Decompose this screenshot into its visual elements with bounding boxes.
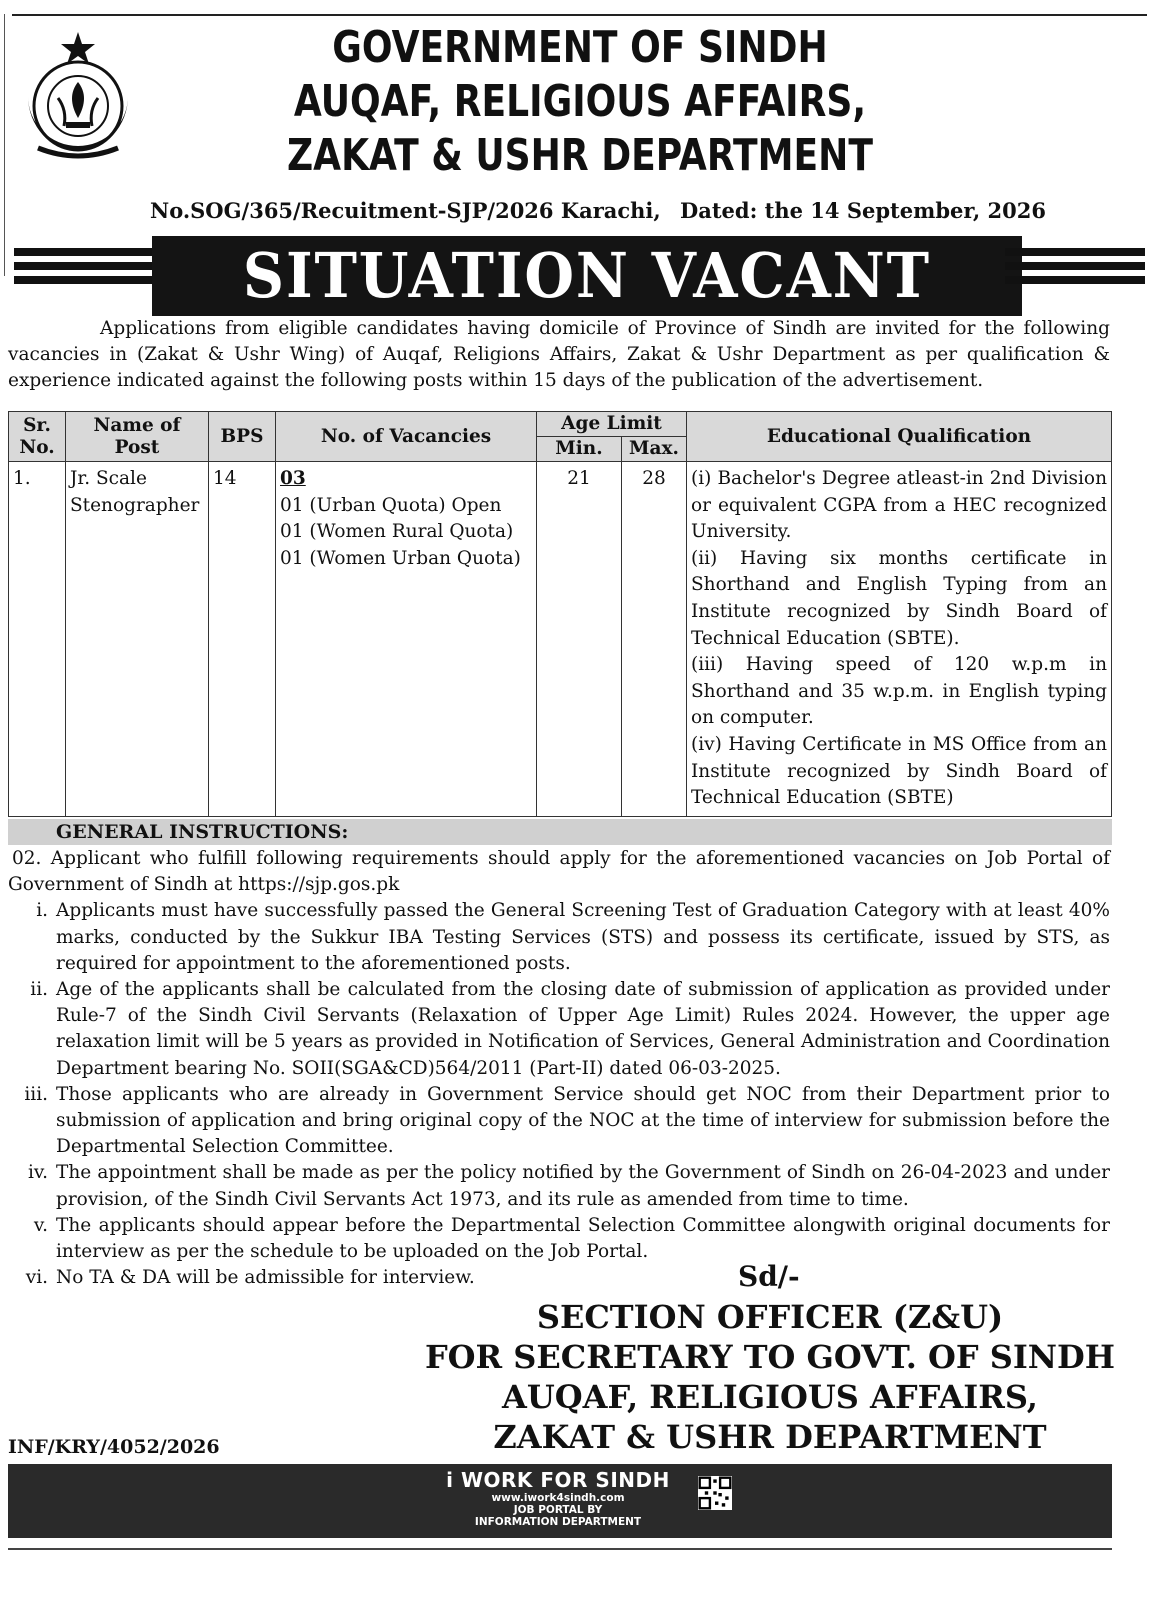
vacancy-table: [8, 411, 1112, 817]
qualification-item: (i) Bachelor's Degree atleast-in 2nd Division or equivalent CGPA from a HEC recognized University.: [691, 468, 1107, 543]
instruction-number: ii.: [30, 979, 48, 1001]
situation-vacant-banner: [152, 236, 1022, 316]
instruction-item: [8, 898, 1110, 977]
banner-decor-left: [14, 248, 154, 298]
banner-decor-right: [1005, 248, 1145, 298]
qualification-item: (iii) Having speed of 120 w.p.m in Shorthand and 35 w.p.m. in English typing on computer.: [691, 654, 1107, 729]
cell-post: Jr. Scale Stenographer: [66, 462, 209, 817]
instruction-item: [8, 977, 1110, 1082]
table-row: [9, 462, 1112, 817]
signature-sd: Sd/-: [738, 1260, 800, 1293]
instruction-text: No TA & DA will be admissible for interview.: [56, 1267, 475, 1289]
header-line-2: AUQAF, RELIGIOUS AFFAIRS,: [293, 76, 867, 127]
vacancy-line: 01 (Urban Quota) Open: [280, 494, 502, 516]
general-instructions-title: GENERAL INSTRUCTIONS:: [56, 821, 349, 843]
header-educational-qualification: Educational Qualification: [687, 412, 1112, 462]
instruction-item: [8, 1265, 776, 1291]
instruction-number: iii.: [24, 1083, 48, 1105]
footer-tagline-1: JOB PORTAL BY: [513, 1504, 603, 1516]
header-age-max: Max.: [622, 437, 687, 462]
header-no-of-vacancies: No. of Vacancies: [276, 412, 537, 462]
instruction-item: [8, 1160, 1110, 1212]
intro-paragraph: [8, 316, 1110, 394]
vacancies-total: 03: [280, 468, 306, 489]
instruction-text: The applicants should appear before the Departmental Selection Committee alongwith original documents for interview as per the schedule to be uploaded on the Job Portal.: [56, 1214, 1110, 1263]
signature-line-4: ZAKAT & USHR DEPARTMENT: [493, 1418, 1047, 1456]
top-rule: [12, 14, 1147, 16]
inf-reference: INF/KRY/4052/2026: [8, 1436, 220, 1458]
instruction-number: iv.: [27, 1162, 48, 1184]
footer-branding: [408, 1468, 708, 1528]
left-rule: [4, 14, 5, 276]
reference-date: Dated: the 14 September, 2026: [680, 198, 1046, 223]
header-age-limit: Age Limit: [537, 412, 687, 437]
reference-number: No.SOG/365/Recuitment-SJP/2026 Karachi,: [150, 198, 661, 223]
header-name-of-post: Name of Post: [66, 412, 209, 462]
signature-line-2: FOR SECRETARY TO GOVT. OF SINDH: [424, 1338, 1116, 1376]
sindh-government-seal-icon: [14, 26, 142, 166]
instruction-item: [8, 1082, 1110, 1161]
instruction-text: The appointment shall be made as per the policy notified by the Government of Sindh on 26-04-2023 and under provision, of the Sindh Civil Servants Act 1973, and its rule as amended from time to time.: [56, 1162, 1110, 1210]
intro-text: Applications from eligible candidates having domicile of Province of Sindh are invited for the following vacancies in (Zakat & Ushr Wing) of Auqaf, Religions Affairs, Zakat & Ushr Department as per qualification & experience indicated against the following posts within 15 days of the publication of the advertisement.: [8, 318, 1110, 391]
header-age-min: Min.: [537, 437, 622, 462]
cell-sr: 1.: [9, 462, 66, 817]
general-instructions-heading: [8, 819, 1112, 845]
instruction-text: Applicants must have successfully passed the General Screening Test of Graduation Category with at least 40% marks, conducted by the Sukkur IBA Testing Services (STS) and possess its certificate, issued by STS, as required for appointment to the aforementioned posts.: [56, 900, 1110, 974]
instructions-intro: 02. Applicant who fulfill following requirements should apply for the aforementioned vacancies on Job Portal of Government of Sindh at https://sjp.gos.pk: [8, 848, 1110, 896]
header-bps: BPS: [209, 412, 276, 462]
cell-bps: 14: [209, 462, 276, 817]
instruction-number: vi.: [25, 1267, 48, 1289]
vacancy-line: 01 (Women Rural Quota): [280, 521, 514, 543]
header-sr-no: Sr. No.: [9, 412, 66, 462]
footer-bar: [8, 1464, 1112, 1538]
instruction-item: [8, 1213, 1110, 1265]
cell-vacancies: [276, 462, 537, 817]
cell-age-max: 28: [622, 462, 687, 817]
instruction-text: Those applicants who are already in Government Service should get NOC from their Department prior to submission of application and bring original copy of the NOC at the time of interview for submission before the Departmental Selection Committee.: [56, 1083, 1110, 1158]
instruction-number: v.: [33, 1214, 48, 1236]
banner-area: [14, 236, 1145, 316]
bottom-rule: [8, 1548, 1112, 1550]
qr-code-icon: [698, 1476, 732, 1510]
instruction-text: Age of the applicants shall be calculated from the closing date of submission of application as provided under Rule-7 of the Sindh Civil Servants (Relaxation of Upper Age Limit) Rules 2024. However, the upper age relaxation limit will be 5 years as provided in Notification of Services, General Administration and Coordination Department bearing No. SOII(SGA&CD)564/2011 (Part-II) dated 06-03-2025.: [56, 979, 1110, 1079]
signature-line-3: AUQAF, RELIGIOUS AFFAIRS,: [502, 1378, 1038, 1416]
banner-title: SITUATION VACANT: [242, 239, 932, 312]
signature-line-1: SECTION OFFICER (Z&U): [536, 1298, 1004, 1336]
footer-url: www.iwork4sindh.com: [491, 1492, 625, 1504]
general-instructions: [8, 846, 1110, 1291]
cell-age-min: 21: [537, 462, 622, 817]
reference-line: [150, 198, 1050, 223]
header-line-3: ZAKAT & USHR DEPARTMENT: [287, 130, 873, 181]
qualification-item: (iv) Having Certificate in MS Office from an Institute recognized by Sindh Board of Technical Education (SBTE): [691, 733, 1107, 809]
instruction-number: i.: [36, 900, 48, 922]
footer-tagline-2: INFORMATION DEPARTMENT: [474, 1516, 642, 1528]
cell-qualification: [687, 462, 1112, 817]
qualification-item: (ii) Having six months certificate in Shorthand and English Typing from an Institute recognized by Sindh Board of Technical Education (SBTE).: [691, 547, 1107, 649]
vacancy-line: 01 (Women Urban Quota): [280, 547, 521, 569]
footer-brand: i WORK FOR SINDH: [446, 1468, 670, 1492]
header-line-1: GOVERNMENT OF SINDH: [332, 22, 828, 73]
